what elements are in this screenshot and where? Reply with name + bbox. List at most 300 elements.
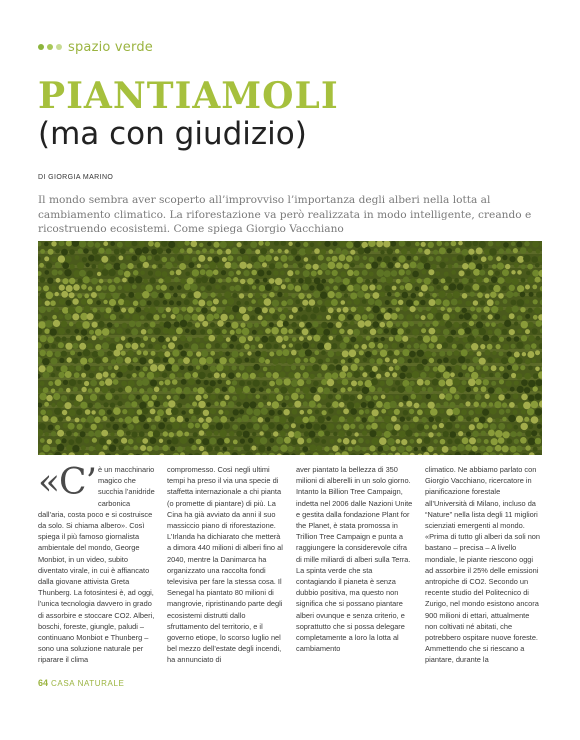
tree-crown [458,300,463,305]
tree-crown [196,365,200,369]
tree-crown [326,358,331,363]
tree-crown [62,262,69,269]
tree-crown [291,439,297,445]
tree-crown [417,438,423,444]
tree-crown [232,305,239,312]
tree-crown [56,278,61,283]
tree-crown [365,279,370,284]
tree-crown [528,248,533,253]
tree-crown [488,314,493,319]
tree-crown [171,314,176,319]
tree-crown [231,335,238,342]
tree-crown [499,366,504,371]
tree-crown [237,256,242,261]
tree-crown [129,248,134,253]
tree-crown [391,328,398,335]
tree-crown [296,315,301,320]
tree-crown [269,393,276,400]
tree-crown [436,285,441,290]
tree-crown [301,314,308,321]
tree-crown [328,278,333,283]
tree-crown [445,242,450,247]
tree-crown [291,294,296,299]
tree-crown [502,255,507,260]
tree-crown [84,294,89,299]
tree-crown [262,381,267,386]
tree-crown [533,447,538,452]
tree-crown [407,344,411,348]
tree-crown [147,301,152,306]
tree-crown [110,403,115,408]
tree-crown [67,357,72,362]
tree-crown [150,364,158,372]
tree-crown [277,320,284,327]
tree-crown [503,299,508,304]
tree-crown [180,335,186,341]
tree-crown [369,372,375,378]
tree-crown [321,439,326,444]
tree-crown [185,329,190,334]
tree-crown [217,249,223,255]
tree-crown [353,270,359,276]
tree-crown [445,393,452,400]
lead-paragraph: Il mondo sembra aver scoperto all’improvviso l’importanza degli alberi nella lotta al cambiamento climatico. La riforestazione va però realizzata in modo intelligente, creando e ricostruendo ecosistemi. Come spiega Giorgio Vacchiano [38,194,532,235]
tree-crown [113,263,120,270]
tree-crown [483,306,489,312]
tree-crown [91,366,96,371]
tree-crown [84,336,88,340]
tree-crown [358,248,365,255]
tree-crown [100,307,105,312]
tree-crown [240,323,245,328]
tree-crown [307,409,312,414]
tree-crown [510,387,515,392]
tree-crown [252,285,256,289]
tree-crown [110,255,117,262]
tree-crown [135,276,142,283]
tree-crown [154,344,161,351]
tree-crown [464,285,471,292]
tree-crown [511,344,516,349]
tree-crown [513,248,518,253]
tree-crown [462,322,468,328]
tree-crown [328,291,335,298]
tree-crown [239,409,244,414]
tree-crown [350,263,355,268]
tree-crown [498,323,503,328]
tree-crown [432,379,439,386]
tree-crown [395,380,400,385]
tree-crown [51,373,55,377]
tree-crown [333,359,338,364]
tree-crown [487,357,493,363]
tree-crown [81,373,86,378]
tree-crown [225,322,231,328]
tree-crown [281,284,286,289]
tree-crown [309,444,316,451]
tree-crown [524,387,530,393]
tree-crown [498,423,505,430]
tree-crown [362,387,369,394]
tree-crown [427,387,433,393]
tree-crown [376,431,382,437]
tree-crown [276,437,283,444]
tree-crown [244,344,250,350]
tree-crown [158,336,165,343]
tree-crown [454,350,460,356]
tree-crown [428,269,434,275]
tree-crown [262,424,269,431]
tree-crown [75,306,82,313]
tree-crown [269,352,274,357]
tree-crown [424,380,430,386]
tree-crown [343,307,349,313]
tree-crown [243,402,250,409]
tree-crown [280,445,287,452]
tree-crown [192,299,198,305]
tree-crown [70,350,75,355]
tree-crown [347,270,353,276]
tree-crown [479,358,486,365]
tree-crown [339,416,345,422]
tree-crown [513,393,519,399]
tree-crown [418,248,423,253]
tree-crown [239,262,246,269]
tree-crown [347,387,352,392]
tree-crown [303,242,308,247]
tree-crown [443,314,450,321]
tree-crown [166,337,171,342]
tree-crown [300,365,305,370]
tree-crown [46,410,52,416]
tree-crown [465,373,470,378]
tree-crown [201,350,208,357]
tree-crown [147,255,152,260]
tree-crown [177,372,182,377]
tree-crown [502,329,508,335]
tree-crown [272,314,278,320]
tree-crown [499,379,504,384]
tree-crown [287,299,293,305]
tree-crown [476,379,482,385]
tree-crown [374,248,378,252]
tree-crown [439,320,445,326]
tree-crown [300,394,305,399]
tree-crown [227,255,233,261]
tree-crown [340,387,345,392]
tree-crown [119,256,124,261]
tree-crown [42,371,49,378]
tree-crown [509,313,515,319]
tree-crown [487,417,492,422]
tree-crown [473,255,478,260]
tree-crown [536,249,541,254]
tree-crown [106,307,112,313]
tree-crown [433,366,438,371]
tree-crown [132,255,138,261]
tree-crown [340,445,345,450]
tree-crown [84,423,89,428]
tree-crown [73,387,78,392]
tree-crown [527,264,533,270]
tree-crown [432,352,437,357]
tree-crown [147,372,155,380]
tree-crown [326,402,331,407]
tree-crown [481,402,487,408]
tree-crown [455,307,461,313]
tree-crown [224,410,229,415]
tree-crown [503,388,508,393]
tree-crown [168,328,175,335]
tree-crown [485,322,490,327]
tree-crown [54,307,59,312]
tree-crown [192,402,197,407]
tree-crown [258,315,263,320]
tree-crown [117,401,122,406]
tree-crown [304,431,309,436]
tree-crown [392,372,397,377]
tree-crown [421,402,427,408]
tree-crown [403,395,409,401]
tree-crown [114,365,119,370]
tree-crown [304,277,311,284]
tree-crown [110,241,115,246]
tree-crown [311,271,317,277]
tree-crown [125,357,132,364]
tree-crown [514,439,519,444]
tree-crown [442,342,448,348]
tree-crown [232,396,237,401]
tree-crown [83,349,90,356]
tree-crown [57,401,64,408]
tree-crown [280,431,286,437]
tree-crown [399,402,404,407]
tree-crown [283,321,289,327]
tree-crown [278,307,283,312]
tree-crown [409,321,414,326]
tree-crown [43,285,49,291]
tree-crown [143,262,149,268]
tree-crown [347,314,353,320]
tree-crown [133,301,139,307]
tree-crown [58,388,63,393]
tree-crown [316,283,324,291]
tree-crown [147,329,153,335]
tree-crown [169,432,174,437]
tree-crown [428,446,434,452]
tree-crown [366,307,371,312]
tree-crown [398,300,403,305]
tree-crown [133,387,138,392]
tree-crown [332,372,339,379]
tree-crown [120,263,127,270]
tree-crown [409,381,414,386]
tree-crown [488,330,493,335]
tree-crown [423,335,430,342]
tree-crown [84,381,89,386]
tree-crown [250,241,257,248]
tree-crown [516,357,523,364]
tree-crown [47,439,52,444]
tree-crown [420,256,427,263]
tree-crown [514,352,520,358]
tree-crown [313,291,320,298]
tree-crown [350,277,357,284]
tree-crown [95,242,101,248]
tree-crown [62,337,67,342]
tree-crown [131,343,138,350]
tree-crown [468,249,474,255]
forest-aerial-image [38,241,542,455]
tree-crown [531,430,537,436]
tree-crown [465,343,471,349]
tree-crown [354,402,360,408]
tree-crown [85,409,91,415]
tree-crown [391,416,397,422]
tree-crown [307,336,312,341]
tree-crown [231,247,238,254]
tree-crown [246,248,252,254]
tree-crown [446,366,452,372]
tree-crown [163,431,168,436]
tree-crown [429,372,435,378]
tree-crown [77,262,84,269]
tree-crown [299,322,305,328]
tree-crown [74,432,78,436]
tree-crown [496,344,501,349]
tree-crown [420,372,426,378]
tree-crown [517,285,524,292]
tree-crown [150,437,157,444]
tree-crown [494,314,500,320]
tree-crown [424,366,430,372]
tree-crown [253,380,260,387]
tree-crown [255,279,260,284]
tree-crown [110,329,115,334]
tree-crown [270,365,275,370]
tree-crown [95,430,102,437]
tree-crown [406,446,412,452]
tree-crown [324,446,329,451]
tree-crown [354,432,358,436]
tree-crown [424,278,431,285]
tree-crown [55,379,62,386]
tree-crown [64,269,71,276]
tree-crown [70,336,76,342]
tree-crown [44,402,49,407]
tree-crown [387,395,393,401]
tree-crown [475,407,482,414]
tree-crown [177,285,182,290]
tree-crown [441,278,446,283]
tree-crown [185,272,190,277]
tree-crown [351,380,357,386]
tree-crown [313,306,320,313]
tree-crown [388,410,393,415]
tree-crown [466,431,471,436]
tree-crown [202,248,207,253]
tree-crown [405,283,413,291]
tree-crown [354,298,361,305]
tree-crown [537,424,542,429]
tree-crown [180,320,187,327]
tree-crown [364,293,370,299]
tree-crown [263,367,268,372]
tree-crown [282,344,286,348]
tree-crown [159,381,164,386]
tree-crown [116,328,123,335]
tree-crown [140,271,145,276]
tree-crown [118,270,124,276]
tree-crown [168,400,175,407]
tree-crown [333,388,338,393]
tree-crown [451,299,458,306]
tree-crown [426,307,431,312]
tree-crown [447,248,452,253]
tree-crown [174,321,180,327]
tree-crown [477,292,483,298]
tree-crown [378,416,383,421]
tree-crown [91,278,98,285]
tree-crown [517,299,524,306]
tree-crown [305,306,311,312]
tree-crown [230,417,235,422]
tree-crown [65,371,72,378]
tree-crown [178,358,184,364]
tree-crown [147,418,152,423]
tree-crown [376,374,381,379]
tree-crown [313,335,320,342]
tree-crown [306,322,312,328]
tree-crown [341,359,346,364]
tree-crown [55,336,61,342]
tree-crown [196,439,202,445]
tree-crown [161,285,167,291]
tree-crown [50,300,56,306]
tree-crown [72,445,79,452]
tree-crown [206,445,213,452]
tree-crown [82,257,87,262]
tree-crown [150,409,156,415]
tree-crown [411,394,417,400]
tree-crown [92,322,98,328]
tree-crown [51,286,56,291]
tree-crown [521,379,528,386]
tree-crown [380,350,387,357]
tree-crown [381,308,386,313]
tree-crown [353,371,360,378]
tree-crown [110,388,115,393]
tree-crown [318,359,324,365]
tree-crown [122,323,127,328]
tree-crown [150,322,156,328]
tree-crown [59,285,65,291]
tree-crown [109,343,117,351]
tree-crown [242,328,250,336]
tree-crown [514,263,519,268]
tree-crown [154,300,160,306]
tree-crown [177,430,183,436]
tree-crown [291,350,297,356]
tree-crown [210,408,216,414]
tree-crown [525,299,530,304]
tree-crown [253,364,260,371]
tree-crown [302,446,308,452]
tree-crown [207,329,213,335]
tree-crown [298,263,303,268]
tree-crown [192,269,199,276]
tree-crown [333,286,338,291]
